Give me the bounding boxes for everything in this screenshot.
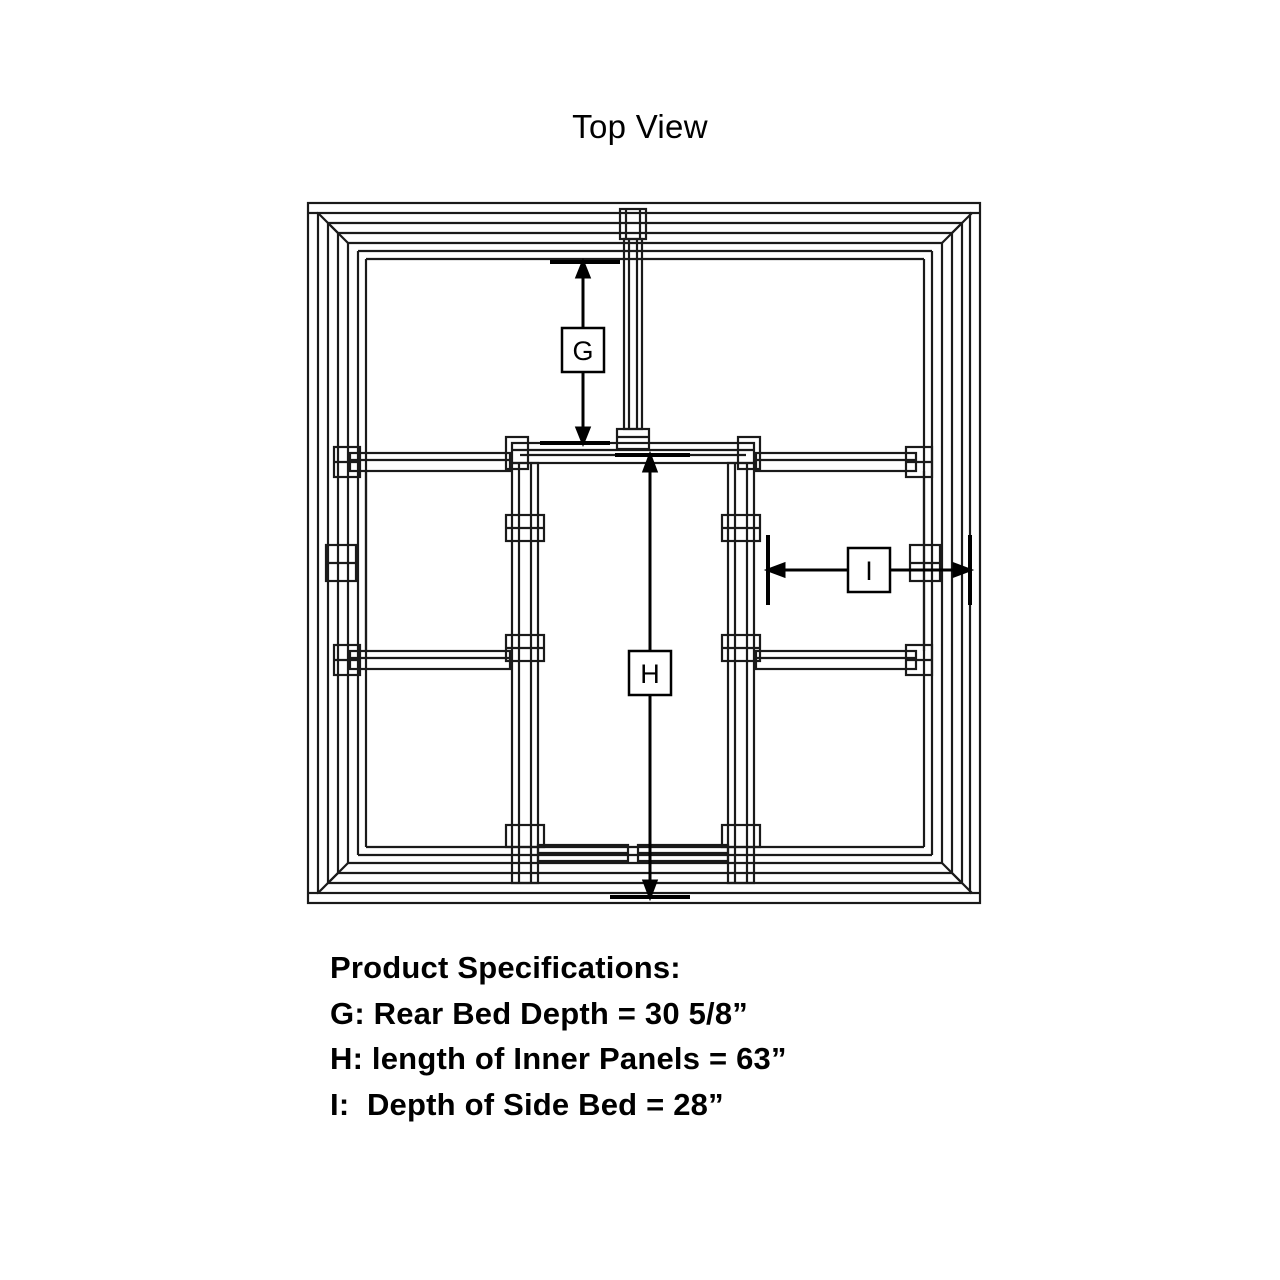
product-specifications [330, 945, 1130, 1127]
specs-heading: Product Specifications: [330, 950, 681, 985]
page-title: Top View [572, 108, 708, 145]
spec-line-g: G: Rear Bed Depth = 30 5/8” [330, 995, 749, 1031]
dimension-label-g: G [572, 336, 594, 366]
dimension-label-h: H [640, 659, 660, 689]
dimension-label-i: I [865, 556, 873, 586]
spec-line-i: I: Depth of Side Bed = 28” [330, 1086, 724, 1122]
spec-line-h: H: length of Inner Panels = 63” [330, 1041, 787, 1077]
top-view-diagram [290, 185, 1000, 925]
